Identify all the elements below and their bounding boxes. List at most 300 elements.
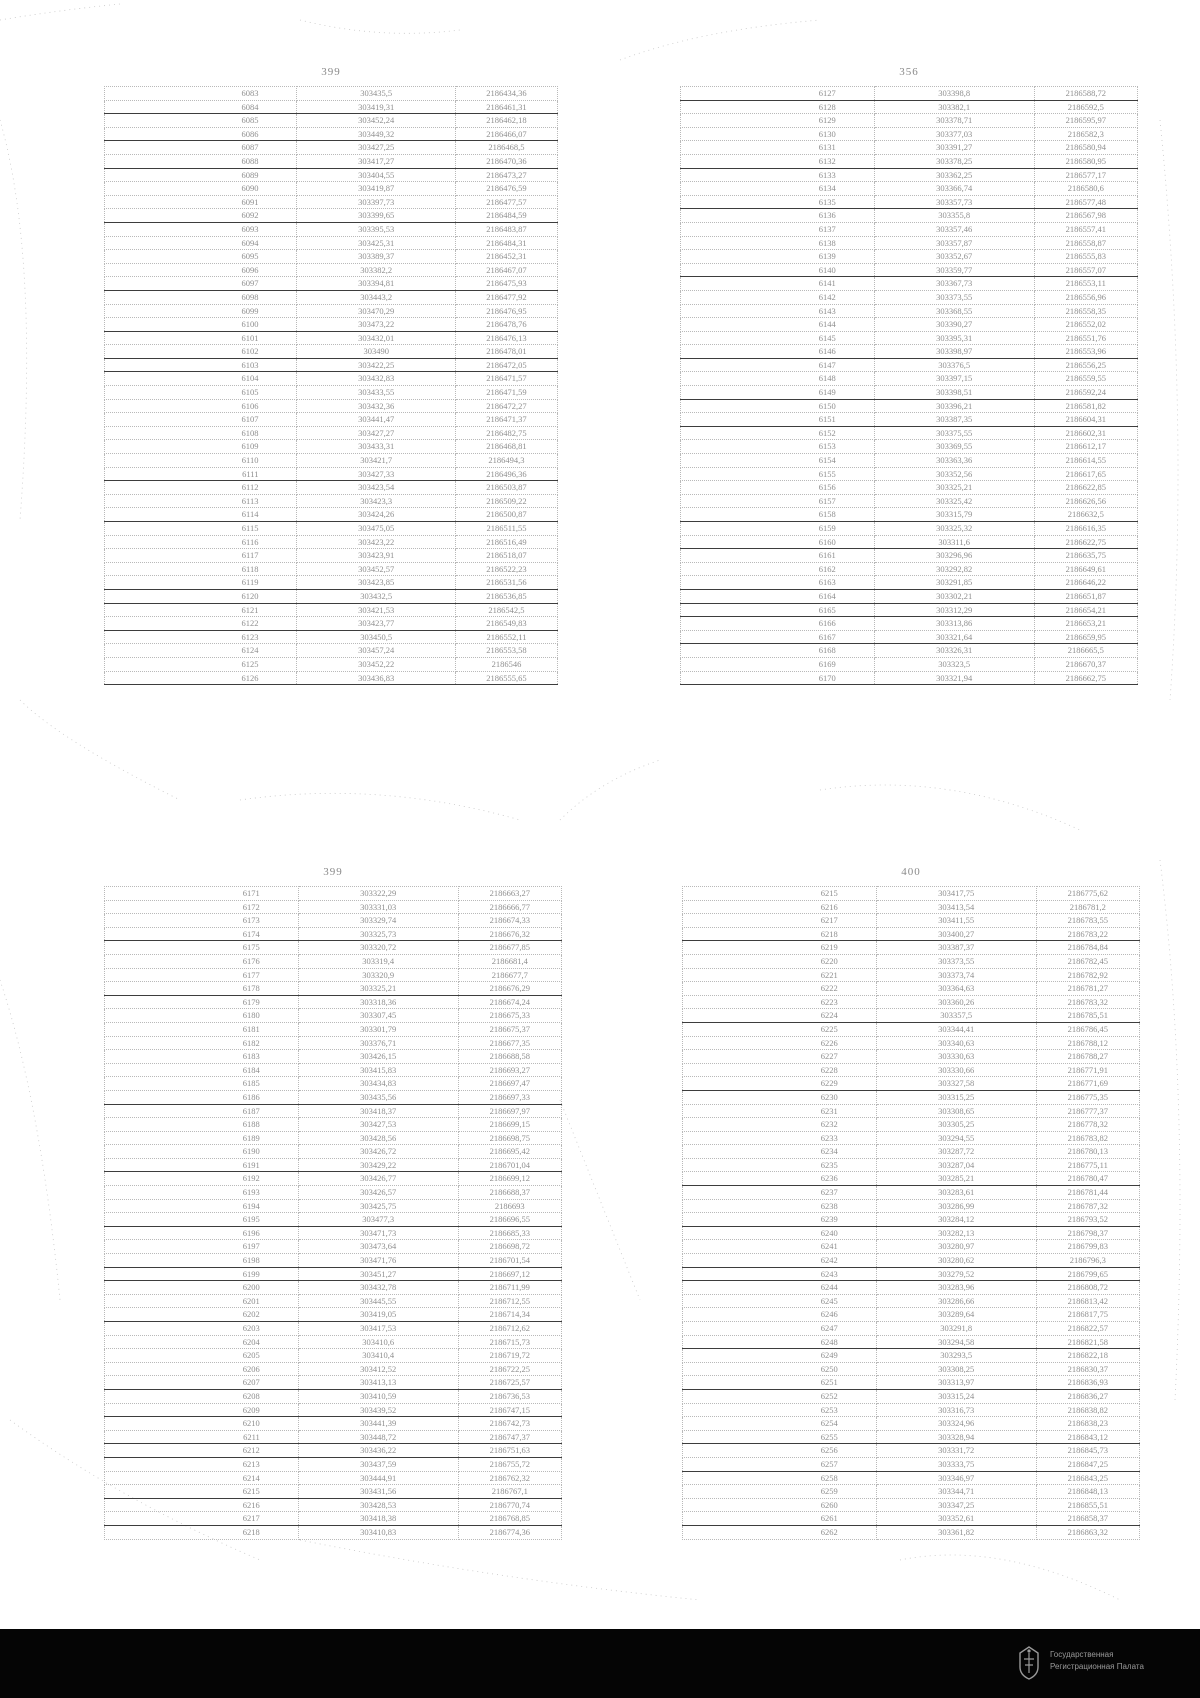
y-coordinate-cell: 2186845,73: [1036, 1444, 1139, 1458]
x-coordinate-cell: 303333,75: [876, 1457, 1036, 1471]
point-number-cell: 6238: [683, 1199, 877, 1213]
table-row: [105, 1063, 562, 1077]
x-coordinate-cell: 303280,97: [876, 1240, 1036, 1254]
x-coordinate-cell: 303373,55: [874, 290, 1034, 304]
x-coordinate-cell: 303437,59: [298, 1457, 458, 1471]
y-coordinate-cell: 2186472,05: [455, 358, 557, 372]
x-coordinate-cell: 303490: [297, 345, 455, 359]
y-coordinate-cell: 2186699,12: [458, 1172, 561, 1186]
table-row: [683, 1457, 1140, 1471]
table-row: [683, 1471, 1140, 1485]
point-number-cell: 6172: [105, 900, 299, 914]
y-coordinate-cell: 2186775,11: [1036, 1158, 1139, 1172]
x-coordinate-cell: 303316,73: [876, 1403, 1036, 1417]
x-coordinate-cell: 303417,75: [876, 887, 1036, 901]
x-coordinate-cell: 303331,03: [298, 900, 458, 914]
table-row: [105, 968, 562, 982]
y-coordinate-cell: 2186478,76: [455, 318, 557, 332]
x-coordinate-cell: 303418,38: [298, 1512, 458, 1526]
x-coordinate-cell: 303395,53: [297, 222, 455, 236]
point-number-cell: 6124: [105, 644, 297, 658]
y-coordinate-cell: 2186582,3: [1034, 127, 1137, 141]
table-row: [683, 1213, 1140, 1227]
table-row: [105, 386, 558, 400]
x-coordinate-cell: 303382,2: [297, 263, 455, 277]
table-row: [105, 1036, 562, 1050]
point-number-cell: 6180: [105, 1009, 299, 1023]
table-row: [683, 1036, 1140, 1050]
table-row: [105, 358, 558, 372]
y-coordinate-cell: 2186567,98: [1034, 209, 1137, 223]
point-number-cell: 6218: [683, 927, 877, 941]
y-coordinate-cell: 2186676,32: [458, 927, 561, 941]
point-number-cell: 6206: [105, 1362, 299, 1376]
x-coordinate-cell: 303452,57: [297, 562, 455, 576]
y-coordinate-cell: 2186552,11: [455, 630, 557, 644]
point-number-cell: 6133: [681, 168, 875, 182]
point-number-cell: 6170: [681, 671, 875, 685]
table-row: [683, 1050, 1140, 1064]
x-coordinate-cell: 303357,46: [874, 222, 1034, 236]
y-coordinate-cell: 2186688,37: [458, 1186, 561, 1200]
y-coordinate-cell: 2186699,15: [458, 1118, 561, 1132]
x-coordinate-cell: 303296,96: [874, 549, 1034, 563]
x-coordinate-cell: 303363,36: [874, 454, 1034, 468]
table-row: [105, 127, 558, 141]
table-row: [105, 87, 558, 101]
table-row: [105, 630, 558, 644]
point-number-cell: 6140: [681, 263, 875, 277]
table-row: [105, 1485, 562, 1499]
y-coordinate-cell: 2186775,35: [1036, 1090, 1139, 1104]
x-coordinate-cell: 303331,72: [876, 1444, 1036, 1458]
x-coordinate-cell: 303320,9: [298, 968, 458, 982]
y-coordinate-cell: 2186649,61: [1034, 562, 1137, 576]
point-number-cell: 6185: [105, 1077, 299, 1091]
x-coordinate-cell: 303313,97: [876, 1376, 1036, 1390]
point-number-cell: 6095: [105, 250, 297, 264]
x-coordinate-cell: 303368,55: [874, 304, 1034, 318]
y-coordinate-cell: 2186711,99: [458, 1281, 561, 1295]
point-number-cell: 6169: [681, 657, 875, 671]
table-row: [105, 345, 558, 359]
table-row: [681, 630, 1138, 644]
point-number-cell: 6175: [105, 941, 299, 955]
table-row: [105, 413, 558, 427]
point-number-cell: 6200: [105, 1281, 299, 1295]
y-coordinate-cell: 2186595,97: [1034, 114, 1137, 128]
table-row: [683, 995, 1140, 1009]
y-coordinate-cell: 2186762,32: [458, 1471, 561, 1485]
y-coordinate-cell: 2186555,65: [455, 671, 557, 685]
x-coordinate-cell: 303398,51: [874, 386, 1034, 400]
y-coordinate-cell: 2186604,31: [1034, 413, 1137, 427]
table-row: [681, 277, 1138, 291]
point-number-cell: 6092: [105, 209, 297, 223]
point-number-cell: 6102: [105, 345, 297, 359]
table-row: [105, 372, 558, 386]
point-number-cell: 6142: [681, 290, 875, 304]
table-row: [681, 657, 1138, 671]
y-coordinate-cell: 2186736,53: [458, 1389, 561, 1403]
point-number-cell: 6162: [681, 562, 875, 576]
x-coordinate-cell: 303347,25: [876, 1498, 1036, 1512]
x-coordinate-cell: 303364,63: [876, 982, 1036, 996]
page-number: 399: [323, 866, 343, 878]
point-number-cell: 6084: [105, 100, 297, 114]
y-coordinate-cell: 2186549,83: [455, 617, 557, 631]
table-row: [105, 1376, 562, 1390]
x-coordinate-cell: 303431,56: [298, 1485, 458, 1499]
point-number-cell: 6230: [683, 1090, 877, 1104]
y-coordinate-cell: 2186830,37: [1036, 1362, 1139, 1376]
x-coordinate-cell: 303477,3: [298, 1213, 458, 1227]
table-row: [105, 900, 562, 914]
x-coordinate-cell: 303312,29: [874, 603, 1034, 617]
table-row: [105, 1158, 562, 1172]
table-row: [683, 1267, 1140, 1281]
table-row: [681, 522, 1138, 536]
y-coordinate-cell: 2186553,96: [1034, 345, 1137, 359]
point-number-cell: 6131: [681, 141, 875, 155]
point-number-cell: 6176: [105, 954, 299, 968]
x-coordinate-cell: 303427,25: [297, 141, 455, 155]
point-number-cell: 6107: [105, 413, 297, 427]
y-coordinate-cell: 2186516,49: [455, 535, 557, 549]
point-number-cell: 6223: [683, 995, 877, 1009]
table-row: [681, 386, 1138, 400]
table-row: [105, 1131, 562, 1145]
point-number-cell: 6146: [681, 345, 875, 359]
x-coordinate-cell: 303475,05: [297, 522, 455, 536]
x-coordinate-cell: 303450,5: [297, 630, 455, 644]
table-row: [105, 1267, 562, 1281]
x-coordinate-cell: 303448,72: [298, 1430, 458, 1444]
table-row: [681, 182, 1138, 196]
y-coordinate-cell: 2186663,27: [458, 887, 561, 901]
y-coordinate-cell: 2186786,45: [1036, 1022, 1139, 1036]
x-coordinate-cell: 303325,21: [298, 982, 458, 996]
y-coordinate-cell: 2186496,36: [455, 467, 557, 481]
y-coordinate-cell: 2186509,22: [455, 494, 557, 508]
point-number-cell: 6248: [683, 1335, 877, 1349]
point-number-cell: 6219: [683, 941, 877, 955]
x-coordinate-cell: 303441,47: [297, 413, 455, 427]
table-row: [105, 1430, 562, 1444]
y-coordinate-cell: 2186847,25: [1036, 1457, 1139, 1471]
x-coordinate-cell: 303415,83: [298, 1063, 458, 1077]
x-coordinate-cell: 303376,5: [874, 358, 1034, 372]
page-number: 400: [901, 866, 921, 878]
y-coordinate-cell: 2186475,93: [455, 277, 557, 291]
point-number-cell: 6255: [683, 1430, 877, 1444]
table-row: [683, 1186, 1140, 1200]
point-number-cell: 6215: [683, 887, 877, 901]
point-number-cell: 6220: [683, 954, 877, 968]
x-coordinate-cell: 303425,75: [298, 1199, 458, 1213]
point-number-cell: 6244: [683, 1281, 877, 1295]
table-row: [105, 1104, 562, 1118]
x-coordinate-cell: 303417,53: [298, 1322, 458, 1336]
table-row: [105, 1172, 562, 1186]
table-row: [681, 236, 1138, 250]
point-number-cell: 6245: [683, 1294, 877, 1308]
table-row: [105, 954, 562, 968]
y-coordinate-cell: 2186712,62: [458, 1322, 561, 1336]
y-coordinate-cell: 2186817,75: [1036, 1308, 1139, 1322]
x-coordinate-cell: 303344,41: [876, 1022, 1036, 1036]
y-coordinate-cell: 2186612,17: [1034, 440, 1137, 454]
x-coordinate-cell: 303375,55: [874, 426, 1034, 440]
table-row: [105, 331, 558, 345]
point-number-cell: 6104: [105, 372, 297, 386]
x-coordinate-cell: 303441,39: [298, 1417, 458, 1431]
y-coordinate-cell: 2186559,55: [1034, 372, 1137, 386]
y-coordinate-cell: 2186796,3: [1036, 1254, 1139, 1268]
table-row: [105, 426, 558, 440]
table-row: [681, 671, 1138, 685]
x-coordinate-cell: 303362,25: [874, 168, 1034, 182]
y-coordinate-cell: 2186799,83: [1036, 1240, 1139, 1254]
point-number-cell: 6118: [105, 562, 297, 576]
point-number-cell: 6235: [683, 1158, 877, 1172]
point-number-cell: 6192: [105, 1172, 299, 1186]
point-number-cell: 6193: [105, 1186, 299, 1200]
footer-bar: [0, 1629, 1200, 1698]
x-coordinate-cell: 303320,72: [298, 941, 458, 955]
table-row: [105, 1090, 562, 1104]
page-panel-bottom-left: [104, 866, 562, 1540]
point-number-cell: 6217: [683, 914, 877, 928]
coordinates-table: [104, 86, 558, 685]
x-coordinate-cell: 303321,64: [874, 630, 1034, 644]
y-coordinate-cell: 2186536,85: [455, 589, 557, 603]
table-row: [105, 440, 558, 454]
table-row: [105, 114, 558, 128]
x-coordinate-cell: 303326,31: [874, 644, 1034, 658]
table-row: [683, 914, 1140, 928]
y-coordinate-cell: 2186693: [458, 1199, 561, 1213]
coordinates-table: [682, 886, 1140, 1540]
table-row: [683, 1226, 1140, 1240]
point-number-cell: 6237: [683, 1186, 877, 1200]
coordinates-table: [104, 886, 562, 1540]
table-row: [105, 562, 558, 576]
point-number-cell: 6153: [681, 440, 875, 454]
table-row: [683, 1104, 1140, 1118]
point-number-cell: 6112: [105, 481, 297, 495]
x-coordinate-cell: 303435,5: [297, 87, 455, 101]
y-coordinate-cell: 2186484,59: [455, 209, 557, 223]
y-coordinate-cell: 2186452,31: [455, 250, 557, 264]
y-coordinate-cell: 2186666,77: [458, 900, 561, 914]
table-row: [105, 576, 558, 590]
x-coordinate-cell: 303308,65: [876, 1104, 1036, 1118]
x-coordinate-cell: 303315,79: [874, 508, 1034, 522]
y-coordinate-cell: 2186781,27: [1036, 982, 1139, 996]
y-coordinate-cell: 2186476,59: [455, 182, 557, 196]
point-number-cell: 6155: [681, 467, 875, 481]
x-coordinate-cell: 303329,74: [298, 914, 458, 928]
table-row: [683, 1322, 1140, 1336]
x-coordinate-cell: 303457,24: [297, 644, 455, 658]
x-coordinate-cell: 303411,55: [876, 914, 1036, 928]
x-coordinate-cell: 303427,33: [297, 467, 455, 481]
table-row: [683, 982, 1140, 996]
point-number-cell: 6232: [683, 1118, 877, 1132]
y-coordinate-cell: 2186653,21: [1034, 617, 1137, 631]
point-number-cell: 6132: [681, 154, 875, 168]
table-row: [681, 413, 1138, 427]
table-row: [105, 250, 558, 264]
y-coordinate-cell: 2186755,72: [458, 1457, 561, 1471]
point-number-cell: 6111: [105, 467, 297, 481]
y-coordinate-cell: 2186843,25: [1036, 1471, 1139, 1485]
point-number-cell: 6134: [681, 182, 875, 196]
y-coordinate-cell: 2186531,56: [455, 576, 557, 590]
point-number-cell: 6117: [105, 549, 297, 563]
table-row: [105, 1199, 562, 1213]
point-number-cell: 6121: [105, 603, 297, 617]
y-coordinate-cell: 2186782,45: [1036, 954, 1139, 968]
y-coordinate-cell: 2186836,27: [1036, 1389, 1139, 1403]
point-number-cell: 6240: [683, 1226, 877, 1240]
table-row: [105, 887, 562, 901]
x-coordinate-cell: 303357,73: [874, 195, 1034, 209]
point-number-cell: 6086: [105, 127, 297, 141]
x-coordinate-cell: 303451,27: [298, 1267, 458, 1281]
y-coordinate-cell: 2186698,72: [458, 1240, 561, 1254]
point-number-cell: 6123: [105, 630, 297, 644]
table-row: [681, 372, 1138, 386]
x-coordinate-cell: 303423,85: [297, 576, 455, 590]
x-coordinate-cell: 303432,36: [297, 399, 455, 413]
point-number-cell: 6217: [105, 1512, 299, 1526]
point-number-cell: 6243: [683, 1267, 877, 1281]
point-number-cell: 6189: [105, 1131, 299, 1145]
x-coordinate-cell: 303344,71: [876, 1485, 1036, 1499]
x-coordinate-cell: 303325,32: [874, 522, 1034, 536]
x-coordinate-cell: 303285,21: [876, 1172, 1036, 1186]
y-coordinate-cell: 2186471,37: [455, 413, 557, 427]
y-coordinate-cell: 2186665,5: [1034, 644, 1137, 658]
point-number-cell: 6100: [105, 318, 297, 332]
footer-logo-text: [1050, 1649, 1190, 1673]
x-coordinate-cell: 303439,52: [298, 1403, 458, 1417]
table-row: [683, 1485, 1140, 1499]
table-row: [683, 1131, 1140, 1145]
y-coordinate-cell: 2186725,57: [458, 1376, 561, 1390]
point-number-cell: 6239: [683, 1213, 877, 1227]
point-number-cell: 6138: [681, 236, 875, 250]
y-coordinate-cell: 2186556,25: [1034, 358, 1137, 372]
point-number-cell: 6204: [105, 1335, 299, 1349]
y-coordinate-cell: 2186751,63: [458, 1444, 561, 1458]
point-number-cell: 6233: [683, 1131, 877, 1145]
x-coordinate-cell: 303279,52: [876, 1267, 1036, 1281]
table-row: [105, 1118, 562, 1132]
x-coordinate-cell: 303428,56: [298, 1131, 458, 1145]
point-number-cell: 6145: [681, 331, 875, 345]
x-coordinate-cell: 303435,56: [298, 1090, 458, 1104]
x-coordinate-cell: 303419,05: [298, 1308, 458, 1322]
table-row: [681, 114, 1138, 128]
table-row: [105, 914, 562, 928]
y-coordinate-cell: 2186785,51: [1036, 1009, 1139, 1023]
table-row: [681, 222, 1138, 236]
point-number-cell: 6119: [105, 576, 297, 590]
point-number-cell: 6114: [105, 508, 297, 522]
x-coordinate-cell: 303294,58: [876, 1335, 1036, 1349]
y-coordinate-cell: 2186838,82: [1036, 1403, 1139, 1417]
x-coordinate-cell: 303399,65: [297, 209, 455, 223]
y-coordinate-cell: 2186863,32: [1036, 1525, 1139, 1539]
y-coordinate-cell: 2186477,92: [455, 290, 557, 304]
point-number-cell: 6257: [683, 1457, 877, 1471]
y-coordinate-cell: 2186693,27: [458, 1063, 561, 1077]
y-coordinate-cell: 2186774,36: [458, 1525, 561, 1539]
point-number-cell: 6157: [681, 494, 875, 508]
point-number-cell: 6141: [681, 277, 875, 291]
point-number-cell: 6241: [683, 1240, 877, 1254]
point-number-cell: 6194: [105, 1199, 299, 1213]
point-number-cell: 6222: [683, 982, 877, 996]
x-coordinate-cell: 303395,31: [874, 331, 1034, 345]
y-coordinate-cell: 2186696,55: [458, 1213, 561, 1227]
y-coordinate-cell: 2186468,81: [455, 440, 557, 454]
page-panel-bottom-right: [682, 866, 1140, 1540]
point-number-cell: 6242: [683, 1254, 877, 1268]
y-coordinate-cell: 2186476,95: [455, 304, 557, 318]
x-coordinate-cell: 303330,66: [876, 1063, 1036, 1077]
point-number-cell: 6259: [683, 1485, 877, 1499]
table-row: [681, 454, 1138, 468]
y-coordinate-cell: 2186677,7: [458, 968, 561, 982]
y-coordinate-cell: 2186466,07: [455, 127, 557, 141]
table-row: [105, 508, 558, 522]
x-coordinate-cell: 303357,87: [874, 236, 1034, 250]
x-coordinate-cell: 303352,61: [876, 1512, 1036, 1526]
point-number-cell: 6108: [105, 426, 297, 440]
point-number-cell: 6178: [105, 982, 299, 996]
table-row: [681, 141, 1138, 155]
point-number-cell: 6252: [683, 1389, 877, 1403]
table-row: [105, 141, 558, 155]
y-coordinate-cell: 2186471,57: [455, 372, 557, 386]
y-coordinate-cell: 2186483,87: [455, 222, 557, 236]
y-coordinate-cell: 2186622,75: [1034, 535, 1137, 549]
point-number-cell: 6197: [105, 1240, 299, 1254]
table-row: [105, 1009, 562, 1023]
x-coordinate-cell: 303417,27: [297, 154, 455, 168]
y-coordinate-cell: 2186503,87: [455, 481, 557, 495]
table-row: [105, 1525, 562, 1539]
y-coordinate-cell: 2186767,1: [458, 1485, 561, 1499]
y-coordinate-cell: 2186552,02: [1034, 318, 1137, 332]
point-number-cell: 6166: [681, 617, 875, 631]
point-number-cell: 6226: [683, 1036, 877, 1050]
y-coordinate-cell: 2186555,83: [1034, 250, 1137, 264]
y-coordinate-cell: 2186518,07: [455, 549, 557, 563]
point-number-cell: 6109: [105, 440, 297, 454]
point-number-cell: 6099: [105, 304, 297, 318]
y-coordinate-cell: 2186675,37: [458, 1022, 561, 1036]
y-coordinate-cell: 2186768,85: [458, 1512, 561, 1526]
table-row: [681, 440, 1138, 454]
y-coordinate-cell: 2186719,72: [458, 1349, 561, 1363]
point-number-cell: 6143: [681, 304, 875, 318]
x-coordinate-cell: 303325,42: [874, 494, 1034, 508]
